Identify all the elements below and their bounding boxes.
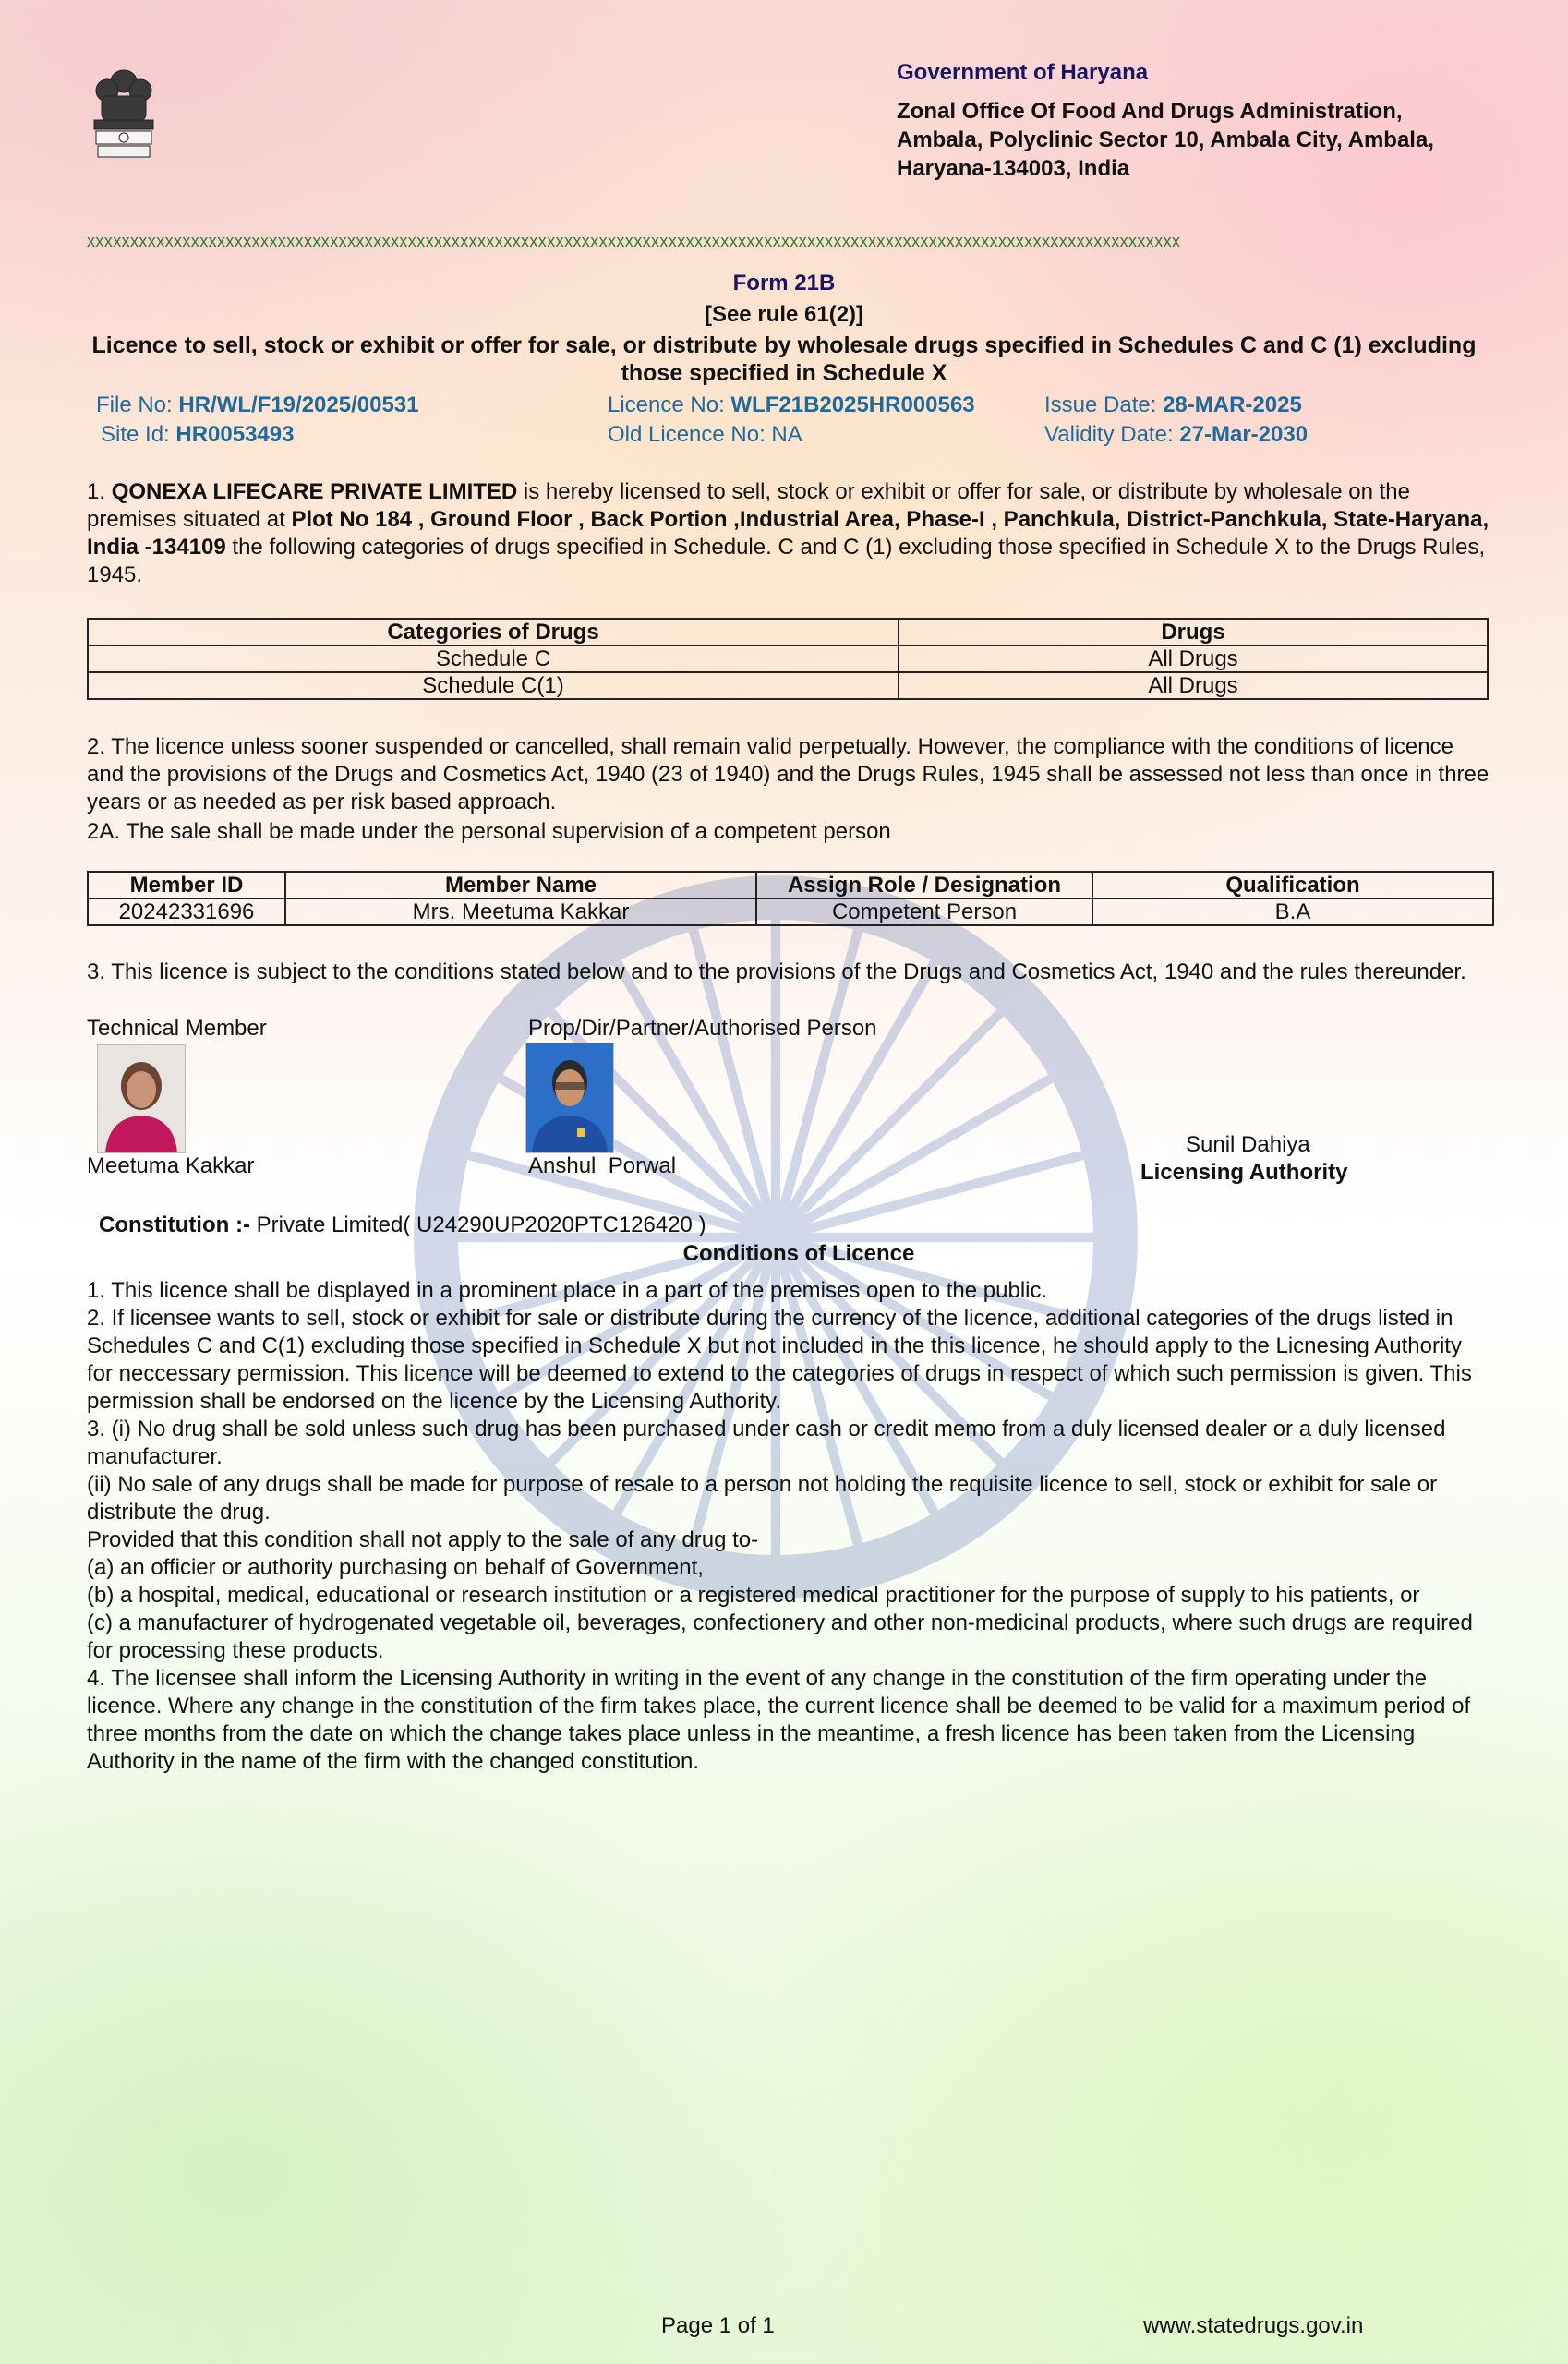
condition-item: (a) an officier or authority purchasing on behalf of Government, (87, 1555, 704, 1580)
condition-item: 3. (i) No drug shall be sold unless such drug has been purchased under cash or credit memo from a duly licensed dealer or a duly licensed manufacturer. (87, 1417, 1446, 1469)
condition-item: Provided that this condition shall not apply to the sale of any drug to- (87, 1527, 759, 1552)
drug-category-cell: Schedule C (88, 645, 899, 672)
page-number: Page 1 of 1 (661, 2313, 775, 2338)
condition-item: (c) a manufacturer of hydrogenated vegetable oil, beverages, confectionery and other non-medicinal products, where such drugs are required for processing these products. (87, 1610, 1473, 1663)
office-address-line3: Haryana-134003, India (897, 156, 1130, 181)
form-title: Form 21B (732, 271, 836, 296)
licensing-authority-name: Sunil Dahiya (1186, 1132, 1310, 1157)
prop-label: Prop/Dir/Partner/Authorised Person (528, 1016, 877, 1041)
file-no: File No: HR/WL/F19/2025/00531 (96, 392, 419, 417)
condition-item: 1. This licence shall be displayed in a prominent place in a part of the premises open to the public. (87, 1278, 1048, 1303)
licence-paragraph-1: 1. QONEXA LIFECARE PRIVATE LIMITED is hereby licensed to sell, stock or exhibit or offer for sale, or distribute by wholesale on the premises situated at Plot No 184 , Ground Floor , Back Portion ,Industrial Area, Phase-I , Panchkula, District-Panchkula, State-Haryana, India -134109 the following categories of drugs specified in Schedule. C and C (1) excluding those specified in Schedule X to the Drugs Rules, 1945. (87, 479, 1490, 587)
form-rule: [See rule 61(2)] (704, 302, 864, 327)
licence-paragraph-3: 3. This licence is subject to the conditions stated below and to the provisions of the Drugs and Cosmetics Act, 1940 and the rules thereunder. (87, 959, 1466, 984)
site-id: Site Id: HR0053493 (101, 422, 295, 447)
drug-category-cell: Schedule C(1) (88, 672, 899, 699)
state-emblem-icon (85, 63, 163, 166)
technical-member-label: Technical Member (87, 1016, 267, 1041)
member-table-header: Member Name (285, 872, 756, 899)
table-row (88, 672, 1488, 699)
member-table (87, 871, 1494, 926)
condition-item: (ii) No sale of any drugs shall be made for purpose of resale to a person not holding the requisite licence to sell, stock or exhibit for sale or distribute the drug. (87, 1472, 1438, 1525)
prop-person-photo (525, 1043, 614, 1153)
member-table-header: Assign Role / Designation (756, 872, 1092, 899)
government-title: Government of Haryana (897, 60, 1149, 85)
form-heading-line1: Licence to sell, stock or exhibit or offer for sale, or distribute by wholesale drugs specified in Schedules C and C (1) excluding (91, 332, 1477, 358)
member-table-header: Member ID (88, 872, 285, 899)
drugs-table-header: Categories of Drugs (88, 619, 899, 645)
drugs-table-header: Drugs (899, 619, 1488, 645)
technical-member-name: Meetuma Kakkar (87, 1153, 255, 1178)
licence-no: Licence No: WLF21B2025HR000563 (608, 392, 975, 417)
condition-item: 4. The licensee shall inform the Licensing Authority in writing in the event of any change in the constitution of the firm operating under the licence. Where any change in the constitution of the firm takes place, the current licence shall be deemed to be valid for a maximum period of three months from the date on which the change takes place unless in the meantime, a fresh licence has been taken from the Licensing Authority in the name of the firm with the changed constitution. (87, 1666, 1471, 1774)
conditions-title: Conditions of Licence (682, 1241, 915, 1266)
member-role-cell: Competent Person (756, 899, 1092, 925)
member-id-cell: 20242331696 (88, 899, 285, 925)
website-link[interactable]: www.statedrugs.gov.in (1143, 2313, 1364, 2338)
technical-member-photo (97, 1044, 186, 1153)
member-name-cell: Mrs. Meetuma Kakkar (285, 899, 756, 925)
form-heading-line2: those specified in Schedule X (621, 360, 947, 386)
office-address-line2: Ambala, Polyclinic Sector 10, Ambala City, Ambala, (897, 127, 1434, 152)
drugs-cell: All Drugs (899, 645, 1488, 672)
separator-line: xxxxxxxxxxxxxxxxxxxxxxxxxxxxxxxxxxxxxxxxxxxxxxxxxxxxxxxxxxxxxxxxxxxxxxxxxxxxxxxxxxxxxxxxxxxxxxxxxxxxxxxxxxxxxxxxxxxxxxxxxxxxxx (87, 232, 1181, 250)
member-table-header: Qualification (1092, 872, 1493, 899)
table-row (88, 899, 1493, 925)
table-row (88, 645, 1488, 672)
issue-date: Issue Date: 28-MAR-2025 (1044, 392, 1302, 417)
condition-item: 2. If licensee wants to sell, stock or exhibit for sale or distribute during the currency of the licence, additional categories of the drugs listed in Schedules C and C(1) excluding those specified in Schedule X but not included in the this licence, he should apply to the Licnesing Authority for neccessary permission. This licence will be deemed to extend to the categories of drugs in respect of which such permission is given. This permission shall be endorsed on the licence by the Licensing Authority. (87, 1306, 1472, 1414)
licence-paragraph-2: 2. The licence unless sooner suspended or cancelled, shall remain valid perpetually. However, the compliance with the conditions of licence and the provisions of the Drugs and Cosmetics Act, 1940 (23 of 1940) and the Drugs Rules, 1945 shall be assessed not less than once in three years or as needed as per risk based approach. (87, 734, 1490, 814)
licensing-authority-title: Licensing Authority (1140, 1160, 1348, 1185)
condition-item: (b) a hospital, medical, educational or research institution or a registered medical practitioner for the purpose of supply to his patients, or (87, 1583, 1420, 1608)
member-qualification-cell: B.A (1092, 899, 1493, 925)
drugs-cell: All Drugs (899, 672, 1488, 699)
validity-date: Validity Date: 27-Mar-2030 (1044, 422, 1309, 447)
conditions-list (87, 1277, 1490, 1776)
drugs-table (87, 618, 1489, 700)
constitution: Constitution :- Private Limited( U24290UP2020PTC126420 ) (99, 1212, 706, 1237)
prop-person-name: Anshul Porwal (528, 1153, 677, 1178)
old-licence-no: Old Licence No: NA (608, 422, 802, 447)
office-address-line1: Zonal Office Of Food And Drugs Administration, (897, 99, 1403, 124)
licence-paragraph-2a: 2A. The sale shall be made under the personal supervision of a competent person (87, 819, 891, 844)
